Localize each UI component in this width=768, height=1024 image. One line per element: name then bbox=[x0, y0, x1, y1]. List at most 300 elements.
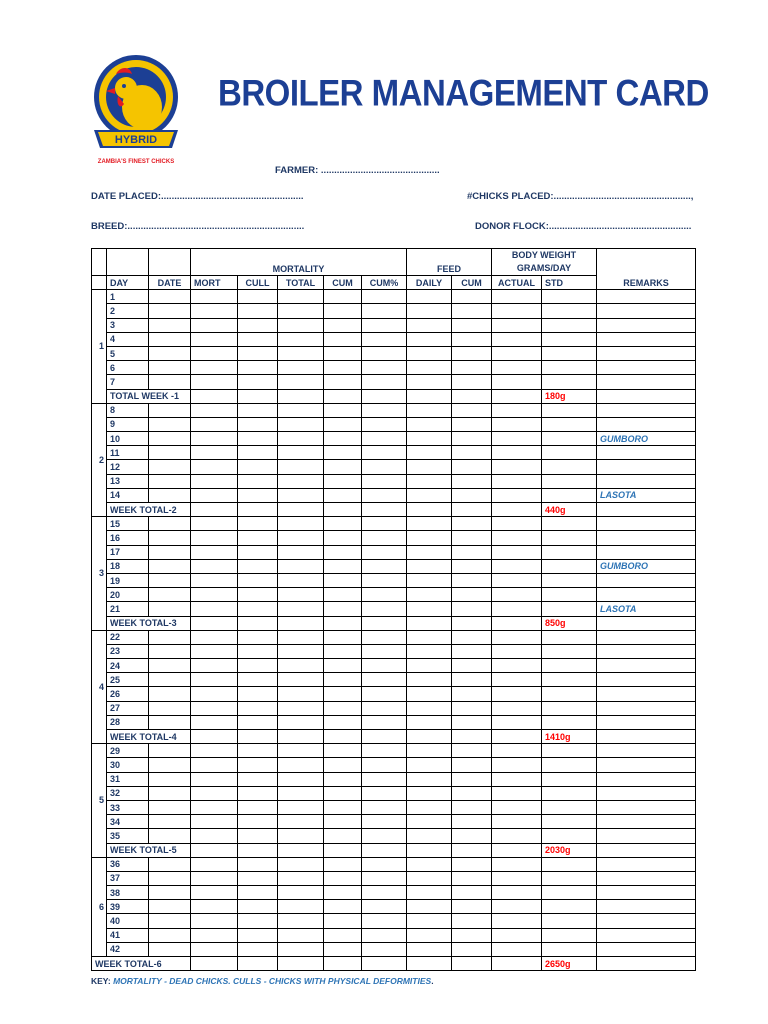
entry-cell[interactable] bbox=[492, 290, 542, 304]
entry-cell[interactable] bbox=[278, 361, 324, 375]
entry-cell[interactable] bbox=[452, 403, 492, 417]
entry-cell[interactable] bbox=[492, 900, 542, 914]
entry-cell[interactable] bbox=[492, 886, 542, 900]
remark-cell[interactable]: LASOTA bbox=[597, 602, 696, 616]
entry-cell[interactable] bbox=[407, 474, 452, 488]
entry-cell[interactable] bbox=[191, 446, 238, 460]
entry-cell[interactable] bbox=[452, 673, 492, 687]
entry-cell[interactable] bbox=[362, 957, 407, 971]
entry-cell[interactable] bbox=[278, 389, 324, 403]
entry-cell[interactable] bbox=[191, 488, 238, 502]
entry-cell[interactable] bbox=[278, 829, 324, 843]
entry-cell[interactable] bbox=[324, 900, 362, 914]
entry-cell[interactable] bbox=[362, 460, 407, 474]
entry-cell[interactable] bbox=[407, 730, 452, 744]
entry-cell[interactable] bbox=[452, 375, 492, 389]
entry-cell[interactable] bbox=[278, 758, 324, 772]
entry-cell[interactable] bbox=[542, 375, 597, 389]
entry-cell[interactable] bbox=[238, 673, 278, 687]
entry-cell[interactable] bbox=[191, 942, 238, 956]
entry-cell[interactable] bbox=[191, 389, 238, 403]
entry-cell[interactable] bbox=[278, 730, 324, 744]
entry-cell[interactable] bbox=[191, 588, 238, 602]
entry-cell[interactable] bbox=[492, 644, 542, 658]
entry-cell[interactable] bbox=[149, 829, 191, 843]
entry-cell[interactable] bbox=[324, 957, 362, 971]
entry-cell[interactable] bbox=[542, 815, 597, 829]
entry-cell[interactable] bbox=[452, 928, 492, 942]
entry-cell[interactable] bbox=[492, 673, 542, 687]
entry-cell[interactable] bbox=[452, 517, 492, 531]
entry-cell[interactable] bbox=[407, 829, 452, 843]
remark-cell[interactable]: GUMBORO bbox=[597, 559, 696, 573]
entry-cell[interactable] bbox=[238, 460, 278, 474]
remark-cell[interactable] bbox=[597, 361, 696, 375]
entry-cell[interactable] bbox=[191, 815, 238, 829]
entry-cell[interactable] bbox=[278, 673, 324, 687]
entry-cell[interactable] bbox=[362, 361, 407, 375]
entry-cell[interactable] bbox=[407, 361, 452, 375]
entry-cell[interactable] bbox=[238, 517, 278, 531]
entry-cell[interactable] bbox=[492, 957, 542, 971]
entry-cell[interactable] bbox=[324, 417, 362, 431]
entry-cell[interactable] bbox=[362, 531, 407, 545]
farmer-field[interactable]: FARMER: ............................................. bbox=[275, 165, 440, 176]
remark-cell[interactable] bbox=[597, 375, 696, 389]
entry-cell[interactable] bbox=[149, 744, 191, 758]
entry-cell[interactable] bbox=[452, 417, 492, 431]
entry-cell[interactable] bbox=[542, 361, 597, 375]
entry-cell[interactable] bbox=[149, 715, 191, 729]
entry-cell[interactable] bbox=[492, 474, 542, 488]
remark-cell[interactable] bbox=[597, 503, 696, 517]
entry-cell[interactable] bbox=[238, 432, 278, 446]
entry-cell[interactable] bbox=[542, 403, 597, 417]
entry-cell[interactable] bbox=[407, 715, 452, 729]
entry-cell[interactable] bbox=[492, 772, 542, 786]
entry-cell[interactable] bbox=[407, 375, 452, 389]
entry-cell[interactable] bbox=[278, 843, 324, 857]
entry-cell[interactable] bbox=[542, 744, 597, 758]
entry-cell[interactable] bbox=[238, 559, 278, 573]
entry-cell[interactable] bbox=[324, 786, 362, 800]
entry-cell[interactable] bbox=[407, 304, 452, 318]
entry-cell[interactable] bbox=[324, 687, 362, 701]
entry-cell[interactable] bbox=[407, 573, 452, 587]
entry-cell[interactable] bbox=[362, 602, 407, 616]
entry-cell[interactable] bbox=[238, 630, 278, 644]
entry-cell[interactable] bbox=[278, 460, 324, 474]
entry-cell[interactable] bbox=[492, 446, 542, 460]
entry-cell[interactable] bbox=[191, 417, 238, 431]
entry-cell[interactable] bbox=[407, 886, 452, 900]
entry-cell[interactable] bbox=[452, 772, 492, 786]
entry-cell[interactable] bbox=[278, 815, 324, 829]
entry-cell[interactable] bbox=[542, 432, 597, 446]
entry-cell[interactable] bbox=[362, 857, 407, 871]
entry-cell[interactable] bbox=[324, 701, 362, 715]
entry-cell[interactable] bbox=[542, 417, 597, 431]
remark-cell[interactable] bbox=[597, 346, 696, 360]
entry-cell[interactable] bbox=[407, 531, 452, 545]
entry-cell[interactable] bbox=[238, 389, 278, 403]
entry-cell[interactable] bbox=[324, 644, 362, 658]
entry-cell[interactable] bbox=[238, 886, 278, 900]
remark-cell[interactable] bbox=[597, 332, 696, 346]
entry-cell[interactable] bbox=[492, 730, 542, 744]
entry-cell[interactable] bbox=[278, 531, 324, 545]
remark-cell[interactable] bbox=[597, 914, 696, 928]
date-placed-field[interactable]: DATE PLACED:...................................................... bbox=[91, 191, 304, 202]
entry-cell[interactable] bbox=[542, 701, 597, 715]
donor-flock-field[interactable]: DONOR FLOCK:...................................................... bbox=[475, 221, 692, 232]
remark-cell[interactable]: LASOTA bbox=[597, 488, 696, 502]
entry-cell[interactable] bbox=[542, 488, 597, 502]
entry-cell[interactable] bbox=[362, 318, 407, 332]
entry-cell[interactable] bbox=[238, 928, 278, 942]
entry-cell[interactable] bbox=[278, 375, 324, 389]
entry-cell[interactable] bbox=[149, 517, 191, 531]
entry-cell[interactable] bbox=[191, 900, 238, 914]
entry-cell[interactable] bbox=[542, 758, 597, 772]
remark-cell[interactable] bbox=[597, 573, 696, 587]
entry-cell[interactable] bbox=[452, 687, 492, 701]
entry-cell[interactable] bbox=[542, 588, 597, 602]
entry-cell[interactable] bbox=[542, 304, 597, 318]
entry-cell[interactable] bbox=[407, 346, 452, 360]
entry-cell[interactable] bbox=[191, 659, 238, 673]
entry-cell[interactable] bbox=[324, 346, 362, 360]
entry-cell[interactable] bbox=[324, 630, 362, 644]
entry-cell[interactable] bbox=[407, 545, 452, 559]
entry-cell[interactable] bbox=[324, 389, 362, 403]
entry-cell[interactable] bbox=[452, 573, 492, 587]
entry-cell[interactable] bbox=[452, 659, 492, 673]
entry-cell[interactable] bbox=[362, 900, 407, 914]
entry-cell[interactable] bbox=[542, 857, 597, 871]
entry-cell[interactable] bbox=[492, 786, 542, 800]
entry-cell[interactable] bbox=[407, 701, 452, 715]
entry-cell[interactable] bbox=[542, 886, 597, 900]
entry-cell[interactable] bbox=[407, 417, 452, 431]
entry-cell[interactable] bbox=[362, 346, 407, 360]
entry-cell[interactable] bbox=[492, 659, 542, 673]
entry-cell[interactable] bbox=[542, 573, 597, 587]
remark-cell[interactable] bbox=[597, 474, 696, 488]
entry-cell[interactable] bbox=[362, 886, 407, 900]
entry-cell[interactable] bbox=[238, 843, 278, 857]
entry-cell[interactable] bbox=[407, 644, 452, 658]
entry-cell[interactable] bbox=[452, 744, 492, 758]
entry-cell[interactable] bbox=[324, 559, 362, 573]
entry-cell[interactable] bbox=[149, 559, 191, 573]
entry-cell[interactable] bbox=[278, 573, 324, 587]
remark-cell[interactable] bbox=[597, 630, 696, 644]
entry-cell[interactable] bbox=[452, 701, 492, 715]
entry-cell[interactable] bbox=[492, 432, 542, 446]
entry-cell[interactable] bbox=[542, 942, 597, 956]
entry-cell[interactable] bbox=[407, 942, 452, 956]
entry-cell[interactable] bbox=[362, 517, 407, 531]
entry-cell[interactable] bbox=[149, 304, 191, 318]
entry-cell[interactable] bbox=[492, 318, 542, 332]
remark-cell[interactable] bbox=[597, 871, 696, 885]
entry-cell[interactable] bbox=[238, 687, 278, 701]
entry-cell[interactable] bbox=[542, 644, 597, 658]
entry-cell[interactable] bbox=[362, 432, 407, 446]
entry-cell[interactable] bbox=[452, 715, 492, 729]
entry-cell[interactable] bbox=[407, 318, 452, 332]
entry-cell[interactable] bbox=[492, 346, 542, 360]
entry-cell[interactable] bbox=[238, 474, 278, 488]
entry-cell[interactable] bbox=[407, 928, 452, 942]
entry-cell[interactable] bbox=[149, 644, 191, 658]
entry-cell[interactable] bbox=[407, 616, 452, 630]
remark-cell[interactable] bbox=[597, 843, 696, 857]
entry-cell[interactable] bbox=[324, 928, 362, 942]
entry-cell[interactable] bbox=[149, 346, 191, 360]
remark-cell[interactable] bbox=[597, 701, 696, 715]
entry-cell[interactable] bbox=[452, 304, 492, 318]
entry-cell[interactable] bbox=[407, 290, 452, 304]
entry-cell[interactable] bbox=[542, 914, 597, 928]
entry-cell[interactable] bbox=[324, 460, 362, 474]
entry-cell[interactable] bbox=[278, 290, 324, 304]
entry-cell[interactable] bbox=[278, 403, 324, 417]
breed-field[interactable]: BREED:................................................................... bbox=[91, 221, 305, 232]
entry-cell[interactable] bbox=[149, 815, 191, 829]
entry-cell[interactable] bbox=[149, 432, 191, 446]
entry-cell[interactable] bbox=[492, 332, 542, 346]
entry-cell[interactable] bbox=[324, 375, 362, 389]
remark-cell[interactable]: GUMBORO bbox=[597, 432, 696, 446]
entry-cell[interactable] bbox=[362, 843, 407, 857]
entry-cell[interactable] bbox=[542, 829, 597, 843]
entry-cell[interactable] bbox=[324, 602, 362, 616]
entry-cell[interactable] bbox=[542, 517, 597, 531]
entry-cell[interactable] bbox=[238, 914, 278, 928]
remark-cell[interactable] bbox=[597, 446, 696, 460]
entry-cell[interactable] bbox=[238, 304, 278, 318]
entry-cell[interactable] bbox=[542, 332, 597, 346]
entry-cell[interactable] bbox=[452, 545, 492, 559]
remark-cell[interactable] bbox=[597, 588, 696, 602]
entry-cell[interactable] bbox=[324, 886, 362, 900]
entry-cell[interactable] bbox=[407, 815, 452, 829]
entry-cell[interactable] bbox=[191, 573, 238, 587]
entry-cell[interactable] bbox=[191, 361, 238, 375]
entry-cell[interactable] bbox=[238, 417, 278, 431]
entry-cell[interactable] bbox=[542, 673, 597, 687]
entry-cell[interactable] bbox=[362, 687, 407, 701]
entry-cell[interactable] bbox=[238, 715, 278, 729]
remark-cell[interactable] bbox=[597, 389, 696, 403]
entry-cell[interactable] bbox=[542, 786, 597, 800]
entry-cell[interactable] bbox=[191, 460, 238, 474]
entry-cell[interactable] bbox=[492, 914, 542, 928]
entry-cell[interactable] bbox=[149, 871, 191, 885]
entry-cell[interactable] bbox=[278, 545, 324, 559]
entry-cell[interactable] bbox=[542, 800, 597, 814]
entry-cell[interactable] bbox=[238, 857, 278, 871]
entry-cell[interactable] bbox=[278, 871, 324, 885]
entry-cell[interactable] bbox=[362, 474, 407, 488]
entry-cell[interactable] bbox=[149, 417, 191, 431]
entry-cell[interactable] bbox=[452, 957, 492, 971]
entry-cell[interactable] bbox=[407, 332, 452, 346]
entry-cell[interactable] bbox=[542, 346, 597, 360]
entry-cell[interactable] bbox=[492, 942, 542, 956]
remark-cell[interactable] bbox=[597, 900, 696, 914]
entry-cell[interactable] bbox=[191, 744, 238, 758]
remark-cell[interactable] bbox=[597, 545, 696, 559]
entry-cell[interactable] bbox=[324, 871, 362, 885]
chicks-placed-field[interactable]: #CHICKS PLACED:...................................................., bbox=[467, 191, 694, 202]
entry-cell[interactable] bbox=[362, 446, 407, 460]
entry-cell[interactable] bbox=[149, 460, 191, 474]
entry-cell[interactable] bbox=[278, 942, 324, 956]
entry-cell[interactable] bbox=[191, 545, 238, 559]
entry-cell[interactable] bbox=[407, 488, 452, 502]
entry-cell[interactable] bbox=[149, 332, 191, 346]
entry-cell[interactable] bbox=[149, 318, 191, 332]
remark-cell[interactable] bbox=[597, 857, 696, 871]
entry-cell[interactable] bbox=[238, 800, 278, 814]
entry-cell[interactable] bbox=[452, 460, 492, 474]
entry-cell[interactable] bbox=[362, 871, 407, 885]
entry-cell[interactable] bbox=[278, 318, 324, 332]
entry-cell[interactable] bbox=[238, 318, 278, 332]
entry-cell[interactable] bbox=[492, 687, 542, 701]
entry-cell[interactable] bbox=[324, 659, 362, 673]
entry-cell[interactable] bbox=[238, 701, 278, 715]
entry-cell[interactable] bbox=[492, 517, 542, 531]
entry-cell[interactable] bbox=[191, 304, 238, 318]
entry-cell[interactable] bbox=[238, 375, 278, 389]
entry-cell[interactable] bbox=[324, 290, 362, 304]
entry-cell[interactable] bbox=[362, 616, 407, 630]
entry-cell[interactable] bbox=[452, 886, 492, 900]
entry-cell[interactable] bbox=[407, 389, 452, 403]
entry-cell[interactable] bbox=[278, 744, 324, 758]
entry-cell[interactable] bbox=[149, 573, 191, 587]
entry-cell[interactable] bbox=[191, 616, 238, 630]
entry-cell[interactable] bbox=[324, 304, 362, 318]
entry-cell[interactable] bbox=[238, 758, 278, 772]
remark-cell[interactable] bbox=[597, 829, 696, 843]
entry-cell[interactable] bbox=[238, 744, 278, 758]
entry-cell[interactable] bbox=[191, 346, 238, 360]
entry-cell[interactable] bbox=[149, 758, 191, 772]
entry-cell[interactable] bbox=[191, 730, 238, 744]
entry-cell[interactable] bbox=[324, 730, 362, 744]
entry-cell[interactable] bbox=[278, 432, 324, 446]
entry-cell[interactable] bbox=[542, 318, 597, 332]
remark-cell[interactable] bbox=[597, 318, 696, 332]
entry-cell[interactable] bbox=[324, 531, 362, 545]
entry-cell[interactable] bbox=[278, 659, 324, 673]
entry-cell[interactable] bbox=[452, 942, 492, 956]
entry-cell[interactable] bbox=[191, 403, 238, 417]
remark-cell[interactable] bbox=[597, 744, 696, 758]
entry-cell[interactable] bbox=[149, 687, 191, 701]
entry-cell[interactable] bbox=[542, 460, 597, 474]
entry-cell[interactable] bbox=[191, 800, 238, 814]
entry-cell[interactable] bbox=[492, 531, 542, 545]
remark-cell[interactable] bbox=[597, 800, 696, 814]
entry-cell[interactable] bbox=[542, 446, 597, 460]
entry-cell[interactable] bbox=[542, 630, 597, 644]
entry-cell[interactable] bbox=[407, 786, 452, 800]
entry-cell[interactable] bbox=[324, 361, 362, 375]
entry-cell[interactable] bbox=[452, 900, 492, 914]
entry-cell[interactable] bbox=[492, 829, 542, 843]
entry-cell[interactable] bbox=[407, 871, 452, 885]
entry-cell[interactable] bbox=[542, 715, 597, 729]
entry-cell[interactable] bbox=[238, 602, 278, 616]
entry-cell[interactable] bbox=[191, 843, 238, 857]
entry-cell[interactable] bbox=[492, 871, 542, 885]
entry-cell[interactable] bbox=[362, 417, 407, 431]
entry-cell[interactable] bbox=[278, 630, 324, 644]
entry-cell[interactable] bbox=[407, 914, 452, 928]
entry-cell[interactable] bbox=[149, 630, 191, 644]
entry-cell[interactable] bbox=[278, 914, 324, 928]
entry-cell[interactable] bbox=[238, 545, 278, 559]
entry-cell[interactable] bbox=[238, 957, 278, 971]
remark-cell[interactable] bbox=[597, 786, 696, 800]
entry-cell[interactable] bbox=[238, 900, 278, 914]
entry-cell[interactable] bbox=[362, 290, 407, 304]
entry-cell[interactable] bbox=[362, 786, 407, 800]
entry-cell[interactable] bbox=[492, 460, 542, 474]
entry-cell[interactable] bbox=[278, 701, 324, 715]
entry-cell[interactable] bbox=[324, 815, 362, 829]
entry-cell[interactable] bbox=[191, 928, 238, 942]
remark-cell[interactable] bbox=[597, 659, 696, 673]
entry-cell[interactable] bbox=[542, 559, 597, 573]
entry-cell[interactable] bbox=[278, 957, 324, 971]
entry-cell[interactable] bbox=[324, 488, 362, 502]
entry-cell[interactable] bbox=[492, 545, 542, 559]
entry-cell[interactable] bbox=[492, 559, 542, 573]
entry-cell[interactable] bbox=[407, 588, 452, 602]
entry-cell[interactable] bbox=[452, 829, 492, 843]
remark-cell[interactable] bbox=[597, 687, 696, 701]
entry-cell[interactable] bbox=[278, 602, 324, 616]
entry-cell[interactable] bbox=[452, 531, 492, 545]
entry-cell[interactable] bbox=[149, 928, 191, 942]
entry-cell[interactable] bbox=[149, 531, 191, 545]
entry-cell[interactable] bbox=[407, 744, 452, 758]
remark-cell[interactable] bbox=[597, 957, 696, 971]
entry-cell[interactable] bbox=[191, 772, 238, 786]
remark-cell[interactable] bbox=[597, 517, 696, 531]
entry-cell[interactable] bbox=[149, 942, 191, 956]
entry-cell[interactable] bbox=[149, 290, 191, 304]
entry-cell[interactable] bbox=[362, 928, 407, 942]
entry-cell[interactable] bbox=[452, 559, 492, 573]
entry-cell[interactable] bbox=[452, 730, 492, 744]
remark-cell[interactable] bbox=[597, 928, 696, 942]
entry-cell[interactable] bbox=[191, 503, 238, 517]
entry-cell[interactable] bbox=[407, 843, 452, 857]
entry-cell[interactable] bbox=[324, 616, 362, 630]
entry-cell[interactable] bbox=[452, 361, 492, 375]
entry-cell[interactable] bbox=[191, 432, 238, 446]
entry-cell[interactable] bbox=[278, 786, 324, 800]
entry-cell[interactable] bbox=[149, 772, 191, 786]
